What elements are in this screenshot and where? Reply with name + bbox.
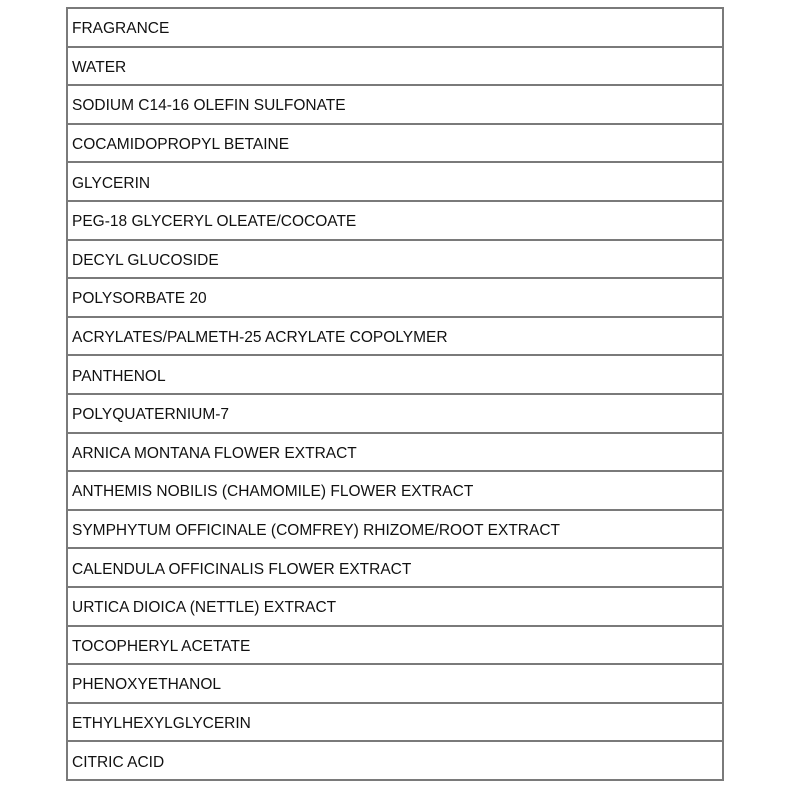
ingredient-cell — [67, 317, 723, 356]
ingredient-row — [67, 201, 723, 240]
ingredient-row — [67, 124, 723, 163]
ingredient-row — [67, 587, 723, 626]
ingredient-cell — [67, 85, 723, 124]
ingredient-row — [67, 240, 723, 279]
ingredient-name: ETHYLHEXYLGLYCERIN — [72, 714, 251, 732]
ingredient-name: POLYSORBATE 20 — [72, 290, 207, 308]
ingredient-name: DECYL GLUCOSIDE — [72, 251, 219, 269]
ingredient-row — [67, 741, 723, 780]
ingredient-row — [67, 85, 723, 124]
ingredient-row — [67, 703, 723, 742]
ingredient-row — [67, 278, 723, 317]
ingredient-cell — [67, 433, 723, 472]
ingredient-name: WATER — [72, 58, 127, 76]
ingredient-cell — [67, 355, 723, 394]
ingredient-cell — [67, 703, 723, 742]
ingredient-cell — [67, 394, 723, 433]
ingredient-cell — [67, 47, 723, 86]
ingredient-row — [67, 664, 723, 703]
ingredient-row — [67, 433, 723, 472]
ingredient-cell — [67, 471, 723, 510]
ingredient-name: POLYQUATERNIUM-7 — [72, 406, 230, 424]
ingredient-row — [67, 317, 723, 356]
ingredient-cell — [67, 664, 723, 703]
ingredients-table — [66, 7, 724, 781]
ingredient-cell — [67, 124, 723, 163]
ingredient-row — [67, 394, 723, 433]
ingredient-row — [67, 162, 723, 201]
ingredients-table-body — [67, 8, 723, 780]
ingredient-name: PEG-18 GLYCERYL OLEATE/COCOATE — [72, 213, 357, 231]
ingredient-name: CITRIC ACID — [72, 753, 165, 771]
ingredient-cell — [67, 626, 723, 665]
ingredient-row — [67, 626, 723, 665]
ingredient-name: SODIUM C14-16 OLEFIN SULFONATE — [72, 97, 346, 115]
ingredient-cell — [67, 548, 723, 587]
ingredient-cell — [67, 278, 723, 317]
ingredient-cell — [67, 201, 723, 240]
ingredient-row — [67, 510, 723, 549]
ingredient-name: SYMPHYTUM OFFICINALE (COMFREY) RHIZOME/ROOT EXTRACT — [72, 522, 560, 540]
ingredient-name: FRAGRANCE — [72, 20, 170, 38]
ingredient-row — [67, 548, 723, 587]
ingredient-name: PANTHENOL — [72, 367, 166, 385]
ingredient-name: ACRYLATES/PALMETH-25 ACRYLATE COPOLYMER — [72, 329, 448, 347]
ingredient-cell — [67, 741, 723, 780]
ingredient-row — [67, 47, 723, 86]
ingredient-cell — [67, 162, 723, 201]
ingredient-name: GLYCERIN — [72, 174, 151, 192]
ingredient-row — [67, 8, 723, 47]
ingredient-name: ARNICA MONTANA FLOWER EXTRACT — [72, 444, 357, 462]
ingredient-cell — [67, 510, 723, 549]
ingredient-name: PHENOXYETHANOL — [72, 676, 222, 694]
ingredient-row — [67, 355, 723, 394]
ingredient-cell — [67, 240, 723, 279]
ingredient-name: URTICA DIOICA (NETTLE) EXTRACT — [72, 599, 337, 617]
ingredient-name: COCAMIDOPROPYL BETAINE — [72, 136, 290, 154]
ingredient-name: TOCOPHERYL ACETATE — [72, 637, 251, 655]
ingredient-cell — [67, 587, 723, 626]
ingredient-cell — [67, 8, 723, 47]
ingredient-name: CALENDULA OFFICINALIS FLOWER EXTRACT — [72, 560, 412, 578]
ingredient-name: ANTHEMIS NOBILIS (CHAMOMILE) FLOWER EXTRACT — [72, 483, 474, 501]
ingredient-row — [67, 471, 723, 510]
